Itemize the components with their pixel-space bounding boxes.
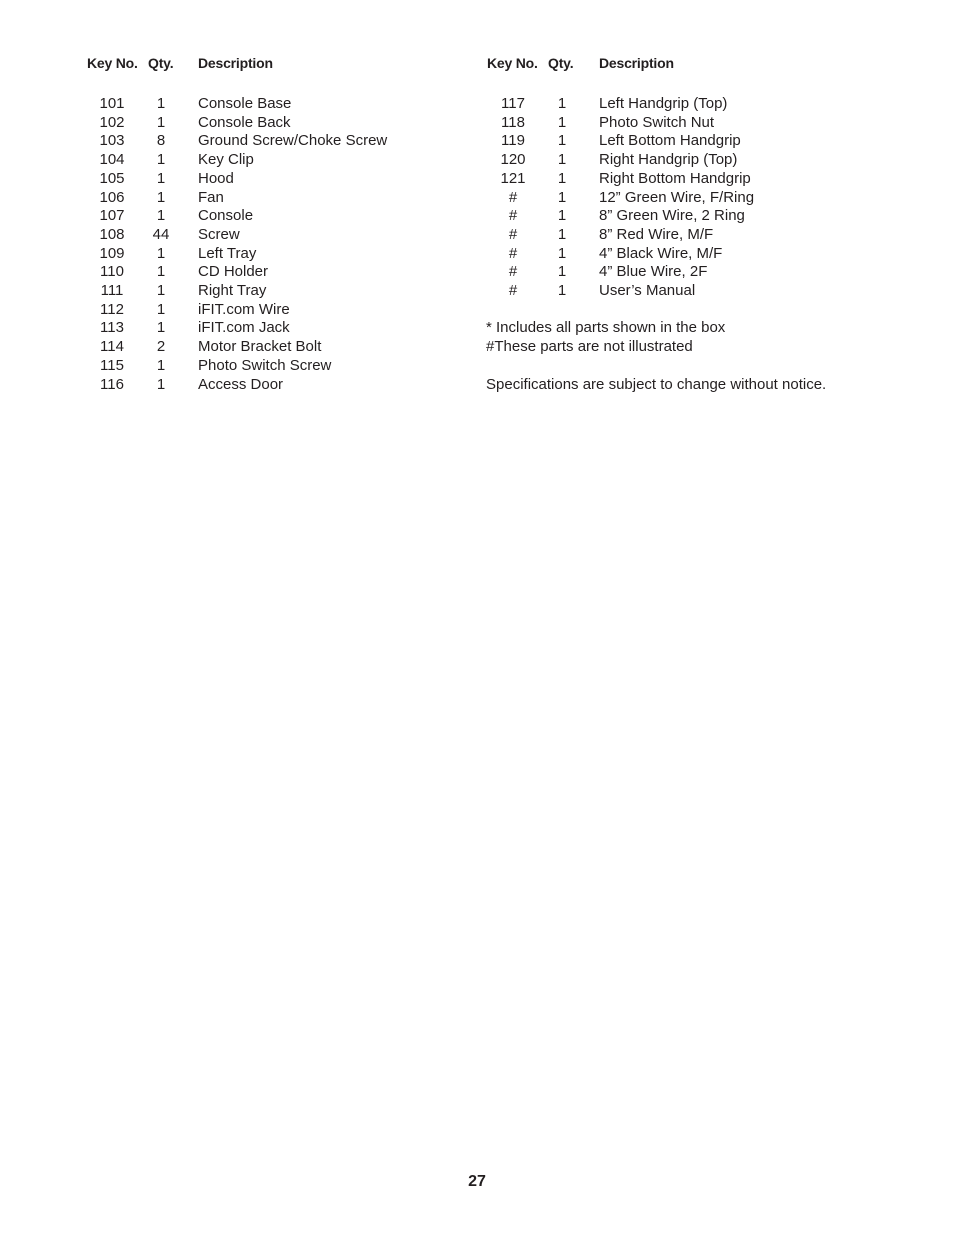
part-key-number: #: [508, 282, 518, 299]
part-description: Photo Switch Screw: [198, 356, 332, 374]
part-quantity: 1: [156, 188, 166, 206]
part-description: Left Handgrip (Top): [599, 95, 728, 112]
part-key-number: 102: [99, 113, 125, 131]
part-key-number: 101: [99, 95, 125, 112]
part-description: Photo Switch Nut: [599, 113, 715, 131]
part-description: 4” Black Wire, M/F: [599, 244, 723, 262]
part-description: Left Tray: [198, 244, 257, 262]
part-quantity: 1: [156, 95, 166, 112]
part-key-number: 104: [99, 151, 125, 169]
part-quantity: 44: [152, 225, 170, 243]
part-description: Console Base: [198, 95, 292, 112]
part-key-number: 109: [99, 244, 125, 262]
part-quantity: 1: [557, 263, 567, 281]
part-key-number: #: [508, 244, 518, 262]
part-quantity: 1: [156, 244, 166, 262]
part-quantity: 1: [156, 356, 166, 374]
part-quantity: 1: [557, 207, 567, 225]
part-quantity: 1: [156, 151, 166, 169]
part-quantity: 1: [557, 113, 567, 131]
part-quantity: 1: [557, 151, 567, 169]
part-quantity: 1: [156, 319, 166, 337]
part-description: Key Clip: [198, 151, 254, 169]
part-description: Screw: [198, 225, 240, 243]
part-key-number: 116: [100, 375, 124, 393]
part-quantity: 1: [156, 113, 166, 131]
part-description: iFIT.com Jack: [198, 319, 290, 337]
description-header: Description: [198, 55, 273, 71]
part-description: Right Bottom Handgrip: [599, 169, 751, 187]
part-key-number: 121: [500, 169, 526, 187]
part-description: Console: [198, 207, 254, 225]
not-illustrated-note: #These parts are not illustrated: [486, 338, 693, 355]
key-no-header: Key No.: [487, 55, 538, 71]
part-description: Fan: [198, 188, 224, 206]
part-key-number: 110: [100, 263, 124, 281]
part-description: Console Back: [198, 113, 291, 131]
part-quantity: 1: [557, 95, 567, 112]
part-quantity: 1: [156, 169, 166, 187]
part-key-number: 118: [501, 113, 525, 131]
part-key-number: #: [508, 188, 518, 206]
part-key-number: 106: [99, 188, 125, 206]
part-quantity: 8: [156, 132, 166, 150]
part-key-number: #: [508, 225, 518, 243]
part-description: Right Tray: [198, 282, 267, 299]
part-description: CD Holder: [198, 263, 269, 281]
part-description: Access Door: [198, 375, 284, 393]
part-key-number: 117: [501, 95, 525, 112]
part-description: User’s Manual: [599, 282, 696, 299]
part-key-number: 113: [100, 319, 124, 337]
part-description: 8” Red Wire, M/F: [599, 225, 714, 243]
part-key-number: #: [508, 263, 518, 281]
qty-header: Qty.: [148, 55, 174, 71]
part-quantity: 1: [557, 282, 567, 299]
specifications-note: Specifications are subject to change without notice.: [486, 376, 827, 393]
page-number: 27: [468, 1173, 486, 1190]
part-description: 4” Blue Wire, 2F: [599, 263, 708, 281]
part-quantity: 1: [156, 263, 166, 281]
part-quantity: 1: [156, 375, 166, 393]
part-quantity: 1: [156, 207, 166, 225]
part-quantity: 1: [557, 225, 567, 243]
part-key-number: 108: [99, 225, 125, 243]
part-key-number: #: [508, 207, 518, 225]
part-key-number: 112: [100, 300, 124, 318]
qty-header: Qty.: [548, 55, 574, 71]
part-description: Hood: [198, 169, 234, 187]
part-quantity: 2: [156, 338, 166, 356]
part-key-number: 107: [99, 207, 125, 225]
part-description: Ground Screw/Choke Screw: [198, 132, 388, 150]
part-key-number: 105: [99, 169, 125, 187]
part-quantity: 1: [557, 188, 567, 206]
part-key-number: 114: [100, 338, 124, 356]
part-quantity: 1: [156, 300, 166, 318]
key-no-header: Key No.: [87, 55, 138, 71]
includes-note: * Includes all parts shown in the box: [486, 319, 726, 336]
part-key-number: 120: [500, 151, 526, 169]
part-description: Left Bottom Handgrip: [599, 132, 741, 150]
part-key-number: 119: [501, 132, 525, 150]
part-key-number: 103: [99, 132, 125, 150]
part-description: 8” Green Wire, 2 Ring: [599, 207, 745, 225]
part-description: Right Handgrip (Top): [599, 151, 738, 169]
part-quantity: 1: [557, 244, 567, 262]
part-description: Motor Bracket Bolt: [198, 338, 322, 356]
part-quantity: 1: [557, 132, 567, 150]
part-quantity: 1: [156, 282, 166, 299]
part-description: 12” Green Wire, F/Ring: [599, 188, 755, 206]
part-description: iFIT.com Wire: [198, 300, 290, 318]
part-key-number: 115: [100, 356, 124, 374]
part-key-number: 111: [100, 282, 124, 299]
description-header: Description: [599, 55, 674, 71]
part-quantity: 1: [557, 169, 567, 187]
